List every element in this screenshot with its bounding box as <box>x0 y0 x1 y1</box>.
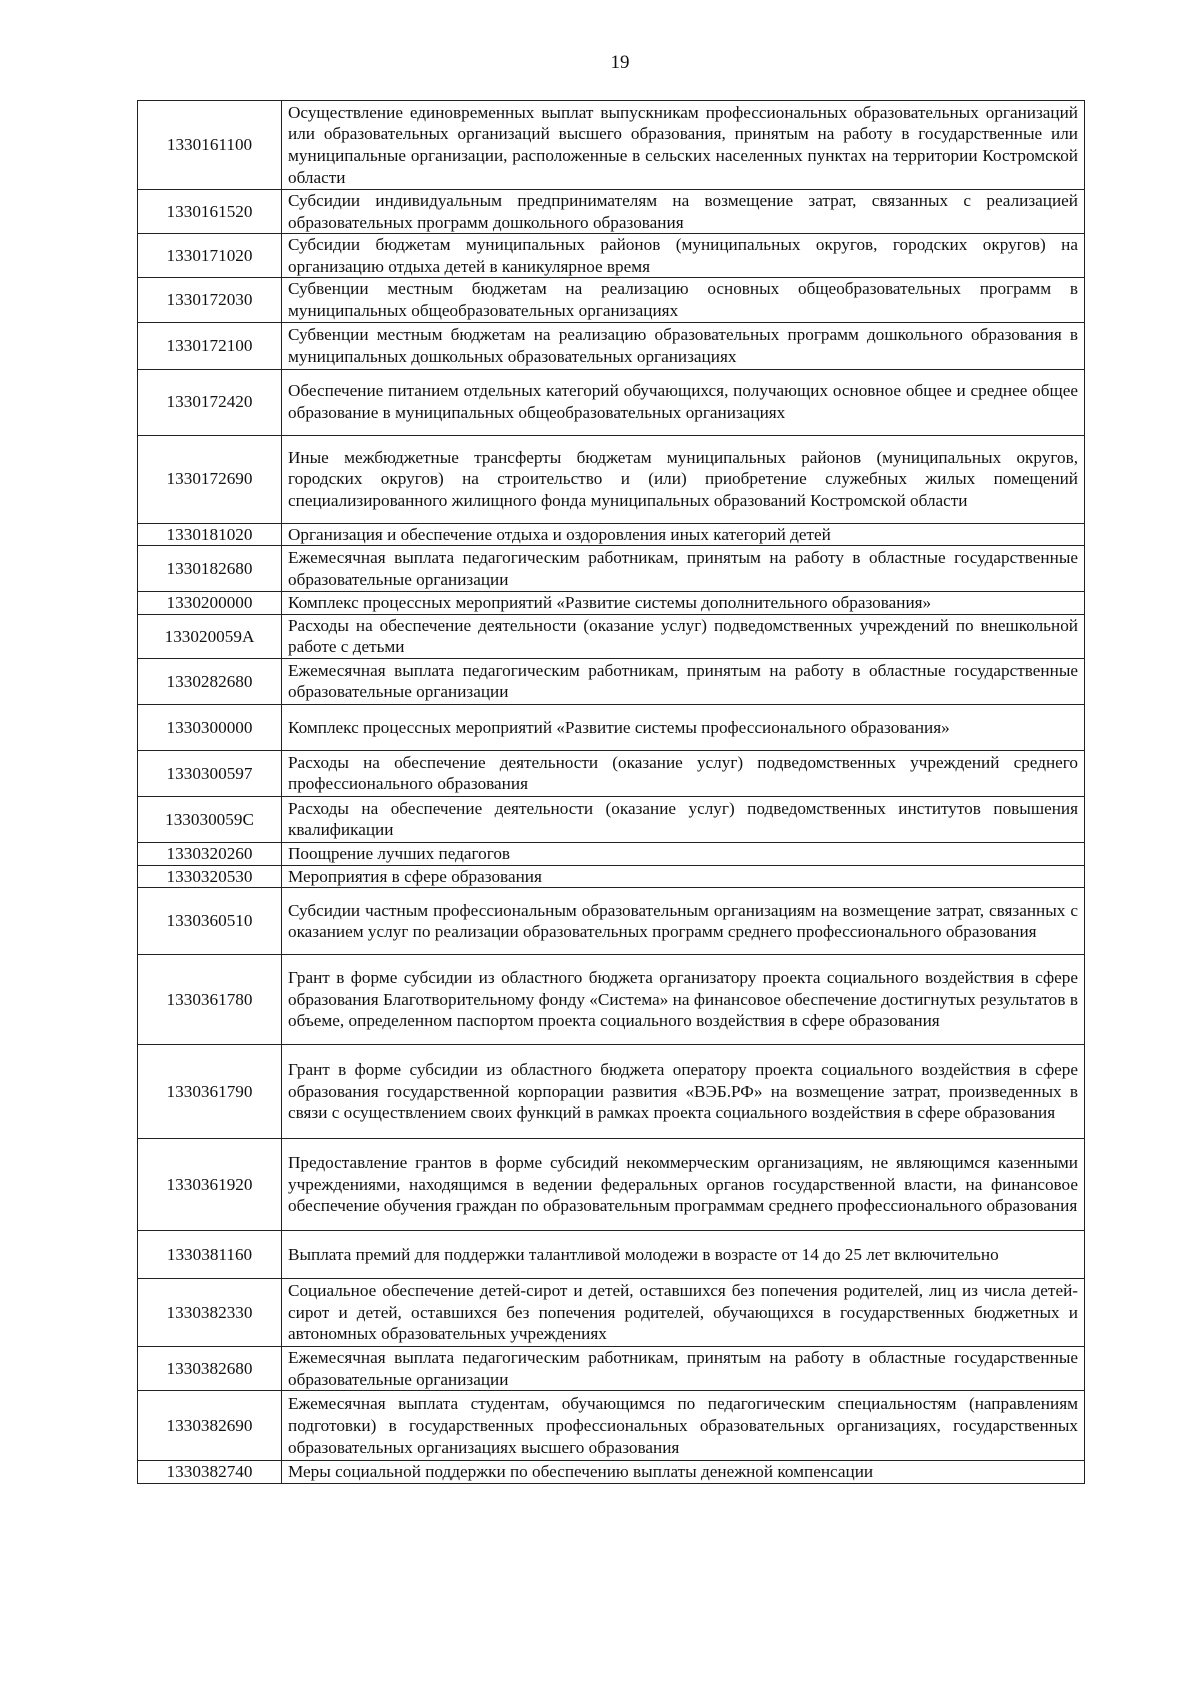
page-number: 19 <box>610 52 630 73</box>
row-code: 133030059С <box>138 796 282 842</box>
row-description: Субсидии индивидуальным предпринимателям на возмещение затрат, связанных с реализацией образовательных программ дошкольного образования <box>282 190 1085 234</box>
table-row <box>138 955 1085 1045</box>
table-row <box>138 865 1085 888</box>
row-description: Мероприятия в сфере образования <box>282 865 1085 888</box>
table-row <box>138 523 1085 546</box>
row-description: Ежемесячная выплата студентам, обучающимся по педагогическим специальностям (направлениям подготовки) в государственных профессиональных образовательных организациях, государственных образовательных организациях высшего образования <box>282 1391 1085 1461</box>
row-code: 1330300597 <box>138 750 282 796</box>
budget-code-table <box>137 100 1085 1484</box>
row-code: 1330361920 <box>138 1139 282 1231</box>
row-code: 1330161520 <box>138 190 282 234</box>
row-description: Выплата премий для поддержки талантливой молодежи в возрасте от 14 до 25 лет включительно <box>282 1231 1085 1279</box>
row-code: 1330320260 <box>138 842 282 865</box>
table-row <box>138 1391 1085 1461</box>
row-description: Поощрение лучших педагогов <box>282 842 1085 865</box>
table-row <box>138 614 1085 658</box>
row-description: Грант в форме субсидии из областного бюджета оператору проекта социального воздействия в сфере образования государственной корпорации развития «ВЭБ.РФ» на возмещение затрат, произведенных в связи с осуществлением своих функций в рамках проекта социального воздействия в сфере образования <box>282 1045 1085 1139</box>
row-description: Иные межбюджетные трансферты бюджетам муниципальных районов (муниципальных округов, городских округов) на строительство и (или) приобретение служебных жилых помещений специализированного жилищного фонда муниципальных образований Костромской области <box>282 435 1085 523</box>
row-code: 1330182680 <box>138 546 282 592</box>
row-description: Предоставление грантов в форме субсидий некоммерческим организациям, не являющимся казенными учреждениями, находящимся в ведении федеральных органов государственной власти, на финансовое обеспечение обучения граждан по образовательным программам среднего профессионального образования <box>282 1139 1085 1231</box>
row-description: Расходы на обеспечение деятельности (оказание услуг) подведомственных учреждений по внешкольной работе с детьми <box>282 614 1085 658</box>
table-row <box>138 101 1085 190</box>
table-row <box>138 278 1085 322</box>
row-description: Осуществление единовременных выплат выпускникам профессиональных образовательных организаций или образовательных организаций высшего образования, принятым на работу в государственные или муниципальные организации, расположенные в сельских населенных пунктах на территории Костромской области <box>282 101 1085 190</box>
row-code: 1330361780 <box>138 955 282 1045</box>
row-description: Субсидии частным профессиональным образовательным организациям на возмещение затрат, связанных с оказанием услуг по реализации образовательных программ среднего профессионального образования <box>282 888 1085 955</box>
row-description: Обеспечение питанием отдельных категорий обучающихся, получающих основное общее и среднее общее образование в муниципальных общеобразовательных организациях <box>282 369 1085 435</box>
table-row <box>138 234 1085 278</box>
row-code: 133020059А <box>138 614 282 658</box>
row-description: Расходы на обеспечение деятельности (оказание услуг) подведомственных учреждений среднего профессионального образования <box>282 750 1085 796</box>
table-row <box>138 1347 1085 1391</box>
row-code: 1330172030 <box>138 278 282 322</box>
row-description: Комплекс процессных мероприятий «Развитие системы дополнительного образования» <box>282 592 1085 615</box>
row-code: 1330320530 <box>138 865 282 888</box>
table-row <box>138 546 1085 592</box>
table-row <box>138 1045 1085 1139</box>
row-code: 1330382680 <box>138 1347 282 1391</box>
row-description: Меры социальной поддержки по обеспечению выплаты денежной компенсации <box>282 1461 1085 1484</box>
row-description: Ежемесячная выплата педагогическим работникам, принятым на работу в областные государственные образовательные организации <box>282 546 1085 592</box>
row-description: Субвенции местным бюджетам на реализацию образовательных программ дошкольного образования в муниципальных дошкольных образовательных организациях <box>282 322 1085 369</box>
table-row <box>138 369 1085 435</box>
row-description: Расходы на обеспечение деятельности (оказание услуг) подведомственных институтов повышения квалификации <box>282 796 1085 842</box>
row-code: 1330382330 <box>138 1279 282 1347</box>
row-description: Социальное обеспечение детей-сирот и детей, оставшихся без попечения родителей, лиц из числа детей-сирот и детей, оставшихся без попечения родителей, обучающихся в государственных бюджетных и автономных образовательных учреждениях <box>282 1279 1085 1347</box>
row-description: Комплекс процессных мероприятий «Развитие системы профессионального образования» <box>282 704 1085 750</box>
row-code: 1330382690 <box>138 1391 282 1461</box>
row-code: 1330300000 <box>138 704 282 750</box>
table-row <box>138 190 1085 234</box>
row-description: Ежемесячная выплата педагогическим работникам, принятым на работу в областные государственные образовательные организации <box>282 1347 1085 1391</box>
row-code: 1330161100 <box>138 101 282 190</box>
row-code: 1330171020 <box>138 234 282 278</box>
row-code: 1330381160 <box>138 1231 282 1279</box>
row-description: Ежемесячная выплата педагогическим работникам, принятым на работу в областные государственные образовательные организации <box>282 658 1085 704</box>
table-row <box>138 1231 1085 1279</box>
table-row <box>138 1461 1085 1484</box>
row-code: 1330172420 <box>138 369 282 435</box>
table-row <box>138 322 1085 369</box>
row-code: 1330361790 <box>138 1045 282 1139</box>
table-row <box>138 704 1085 750</box>
row-code: 1330172690 <box>138 435 282 523</box>
row-description: Субвенции местным бюджетам на реализацию основных общеобразовательных программ в муниципальных общеобразовательных организациях <box>282 278 1085 322</box>
table-row <box>138 842 1085 865</box>
table-row <box>138 435 1085 523</box>
table-row <box>138 1279 1085 1347</box>
row-description: Субсидии бюджетам муниципальных районов (муниципальных округов, городских округов) на организацию отдыха детей в каникулярное время <box>282 234 1085 278</box>
row-code: 1330200000 <box>138 592 282 615</box>
row-code: 1330360510 <box>138 888 282 955</box>
row-code: 1330382740 <box>138 1461 282 1484</box>
row-description: Организация и обеспечение отдыха и оздоровления иных категорий детей <box>282 523 1085 546</box>
table-row <box>138 1139 1085 1231</box>
table-row <box>138 750 1085 796</box>
row-code: 1330181020 <box>138 523 282 546</box>
table-row <box>138 796 1085 842</box>
table-row <box>138 658 1085 704</box>
table-row <box>138 888 1085 955</box>
row-code: 1330172100 <box>138 322 282 369</box>
table-row <box>138 592 1085 615</box>
row-code: 1330282680 <box>138 658 282 704</box>
row-description: Грант в форме субсидии из областного бюджета организатору проекта социального воздействия в сфере образования Благотворительному фонду «Система» на финансовое обеспечение достигнутых результатов в объеме, определенном паспортом проекта социального воздействия в сфере образования <box>282 955 1085 1045</box>
